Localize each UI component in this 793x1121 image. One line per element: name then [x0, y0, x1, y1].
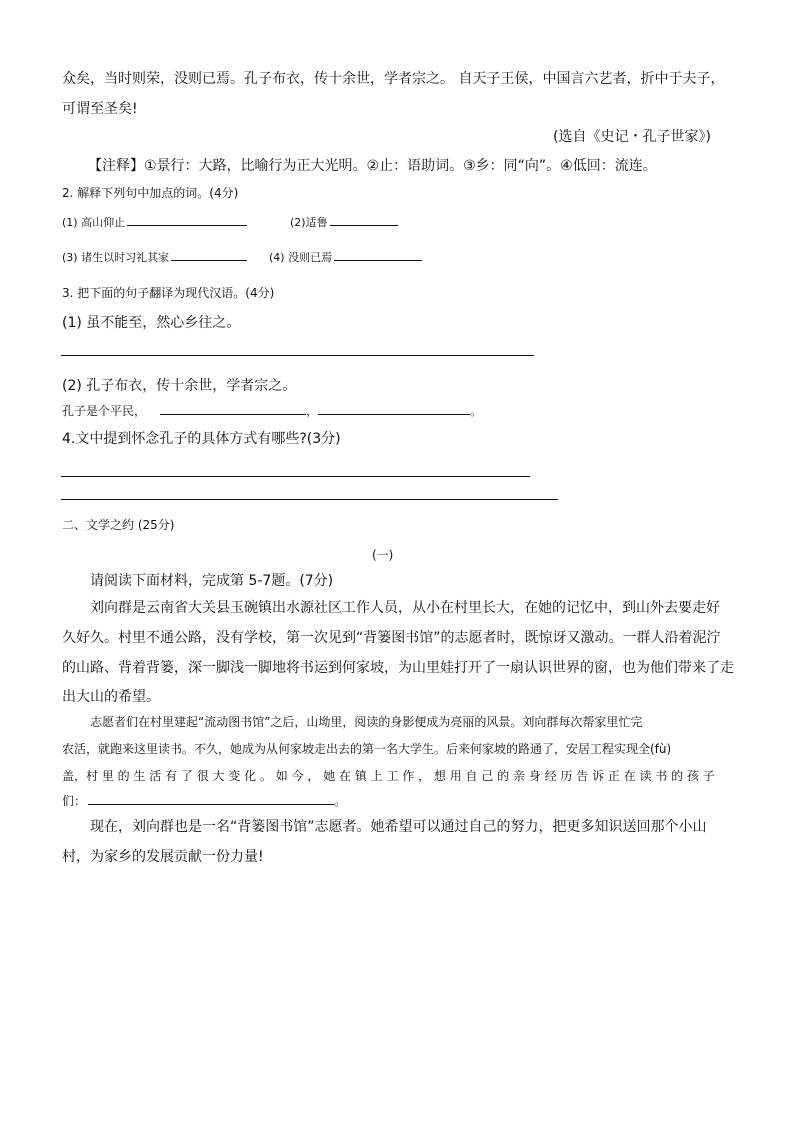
q2-item-1: [62, 213, 247, 230]
q3-answer-comma: ，: [306, 404, 319, 418]
q3-answer-line-1[interactable]: [61, 355, 534, 356]
q2-title: 2. 解释下列句中加点的词。(4分): [62, 186, 239, 200]
q2-answer-blank-1[interactable]: [127, 213, 247, 226]
q2-item-4-text: (4) 没则已焉: [269, 251, 333, 264]
para3-line-1: 现在，刘向群也是一名“背篓图书馆”志愿者。她希望可以通过自己的努力，把更多知识送回那个小山: [90, 819, 707, 835]
section2-title: 二、文学之约 (25分): [62, 518, 175, 532]
q4-answer-line-2[interactable]: [61, 499, 558, 500]
passage-line-2: 可谓至圣矣!: [62, 101, 138, 117]
q2-item-2-text: (2)适鲁: [290, 216, 328, 229]
q2-item-3: [62, 248, 247, 265]
para2-prefix: 们：: [62, 794, 87, 808]
q4-answer-line-1[interactable]: [61, 476, 530, 477]
para2-line-1: 志愿者们在村里建起“流动图书馆”之后，山坳里，阅读的身影便成为亮丽的风景。刘向群每次帮家里忙完: [90, 715, 643, 729]
q2-item-3-text: (3) 诸生以时习礼其家: [62, 251, 170, 264]
q3-answer-blank-a[interactable]: [160, 402, 306, 415]
para1-line-3: 的山路、背着背篓，深一脚浅一脚地将书运到何家坡，为山里娃打开了一扇认识世界的窗，也为他们带来了走: [62, 660, 734, 676]
para2-line-2: 农活，就跑来这里读书。不久，她成为从何家坡走出去的第一名大学生。后来何家坡的路通了，安居工程实现全(fù): [62, 742, 672, 756]
para3-line-2: 村，为家乡的发展贡献一份力量!: [62, 849, 264, 865]
q3-answer-row-2: [62, 402, 482, 419]
para1-line-4: 出大山的希望。: [62, 689, 160, 705]
q2-item-4: [269, 248, 422, 265]
q2-item-2: [290, 213, 398, 230]
q3-answer-prefix: 孔子是个平民，: [62, 404, 147, 418]
q3-answer-end: 。: [470, 404, 483, 418]
section2-instruction: 请阅读下面材料，完成第 5-7题。(7分): [90, 573, 334, 589]
q2-item-1-text: (1) 高山仰止: [62, 216, 126, 229]
q3-title: 3. 把下面的句子翻译为现代汉语。(4分): [62, 286, 275, 300]
q3-sentence-1: (1) 虽不能至，然心乡往之。: [62, 315, 241, 331]
para2-answer-blank[interactable]: [88, 792, 334, 805]
passage-notes: 【注释】①景行：大路，比喻行为正大光明。②止：语助词。③乡：同“向”。④低回：流连。: [88, 158, 657, 174]
para2-line-3: 盖，村 里 的 生 活 有 了 很 大 变 化 。 如 今 ， 她 在 镇 上 工 作 ， 想 用 自 己 的 亲 身 经 历 告 诉 正 在 读 书 的 孩 子: [62, 769, 715, 783]
q2-answer-blank-2[interactable]: [330, 213, 398, 226]
para1-line-2: 久好久。村里不通公路，没有学校，第一次见到“背篓图书馆”的志愿者时，既惊讶又激动。一群人沿着泥泞: [62, 630, 721, 646]
q3-sentence-2: (2) 孔子布衣，传十余世，学者宗之。: [62, 378, 297, 394]
q3-answer-blank-b[interactable]: [318, 402, 470, 415]
q4-title: 4.文中提到怀念孔子的具体方式有哪些?(3分): [62, 431, 341, 447]
passage-source: (选自《史记・孔子世家》): [553, 129, 711, 145]
para2-line-4: [62, 792, 346, 809]
para2-end: 。: [334, 794, 347, 808]
para1-line-1: 刘向群是云南省大关县玉碗镇出水源社区工作人员，从小在村里长大，在她的记忆中，到山外去要走好: [90, 600, 720, 616]
section2-part: (一): [372, 548, 394, 562]
q2-answer-blank-4[interactable]: [334, 248, 422, 261]
q2-answer-blank-3[interactable]: [171, 248, 247, 261]
passage-line-1: 众矣，当时则荣，没则已焉。孔子布衣，传十余世，学者宗之。 自天子王侯，中国言六艺者，折中于夫子，: [62, 71, 725, 87]
